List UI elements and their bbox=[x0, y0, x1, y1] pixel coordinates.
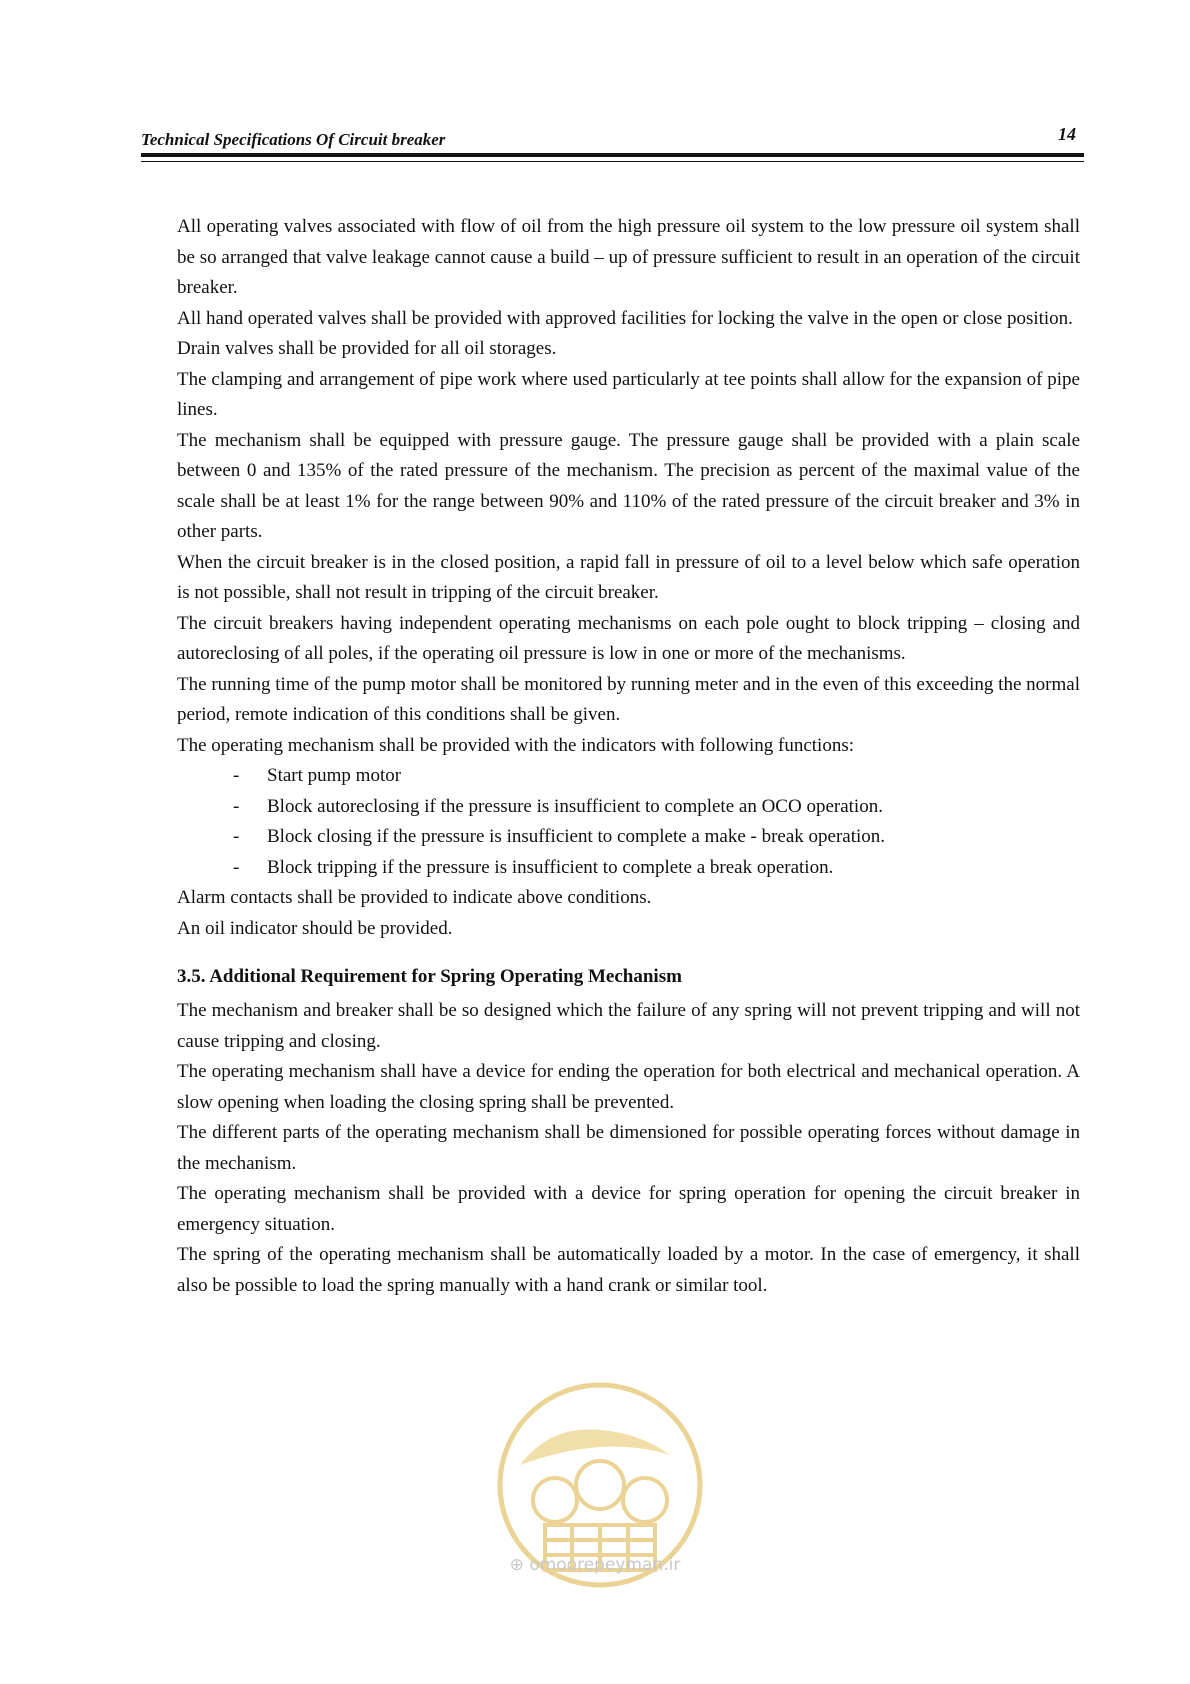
paragraph: An oil indicator should be provided. bbox=[177, 917, 453, 939]
paragraph: The running time of the pump motor shall be monitored by running meter and in the even of this exceeding the normal period, remote indication of this conditions shall be given. bbox=[177, 673, 1080, 725]
paragraph: The operating mechanism shall be provided with a device for spring operation for opening the circuit breaker in emergency situation. bbox=[177, 1183, 1080, 1235]
header-rule-thick bbox=[141, 153, 1084, 157]
watermark-url: omoorepeyman.ir bbox=[529, 1555, 681, 1575]
paragraph: The operating mechanism shall be provided with the indicators with following functions: bbox=[177, 734, 854, 756]
paragraph: When the circuit breaker is in the closed position, a rapid fall in pressure of oil to a level below which safe operation is not possible, shall not result in tripping of the circuit breaker. bbox=[177, 551, 1080, 603]
paragraph: The clamping and arrangement of pipe work where used particularly at tee points shall allow for the expansion of pipe lines. bbox=[177, 368, 1080, 420]
paragraph: The mechanism shall be equipped with pressure gauge. The pressure gauge shall be provided with a plain scale between 0 and 135% of the rated pressure of the mechanism. The precision as percent of the maximal value of the scale shall be at least 1% for the range between 90% and 110% of the rated pressure of the circuit breaker and 3% in other parts. bbox=[177, 429, 1080, 542]
globe-icon: ⊕ bbox=[509, 1555, 524, 1575]
watermark-text bbox=[0, 1555, 1190, 1575]
paragraph: The different parts of the operating mechanism shall be dimensioned for possible operating forces without damage in the mechanism. bbox=[177, 1122, 1080, 1174]
paragraph: The mechanism and breaker shall be so designed which the failure of any spring will not prevent tripping and will not cause tripping and closing. bbox=[177, 1000, 1080, 1052]
page-number: 14 bbox=[1058, 124, 1076, 144]
paragraph: All operating valves associated with flow of oil from the high pressure oil system to the low pressure oil system shall be so arranged that valve leakage cannot cause a build – up of pressure sufficient to result in an operation of the circuit breaker. bbox=[177, 216, 1080, 298]
paragraph: All hand operated valves shall be provided with approved facilities for locking the valve in the open or close position. bbox=[177, 307, 1073, 329]
list-item: - Block tripping if the pressure is insufficient to complete a break operation. bbox=[233, 853, 1080, 884]
header-rule-thin bbox=[141, 161, 1084, 163]
indicator-function-list bbox=[177, 761, 1080, 883]
paragraph: The circuit breakers having independent operating mechanisms on each pole ought to block tripping – closing and autoreclosing of all poles, if the operating oil pressure is low in one or more of the mechanisms. bbox=[177, 612, 1080, 664]
list-item: - Block closing if the pressure is insufficient to complete a make - break operation. bbox=[233, 822, 1080, 853]
paragraph: The spring of the operating mechanism shall be automatically loaded by a motor. In the case of emergency, it shall also be possible to load the spring manually with a hand crank or similar tool. bbox=[177, 1244, 1080, 1296]
page-header bbox=[141, 118, 1084, 164]
section-heading: 3.5. Additional Requirement for Spring Operating Mechanism bbox=[177, 966, 682, 987]
paragraph: Alarm contacts shall be provided to indicate above conditions. bbox=[177, 887, 652, 908]
list-item: - Block autoreclosing if the pressure is insufficient to complete an OCO operation. bbox=[233, 792, 1080, 823]
list-item: - Start pump motor bbox=[233, 761, 1080, 792]
document-title: Technical Specifications Of Circuit breaker bbox=[141, 130, 446, 149]
page-content bbox=[177, 212, 1080, 1301]
paragraph: The operating mechanism shall have a device for ending the operation for both electrical and mechanical operation. A slow opening when loading the closing spring shall be prevented. bbox=[177, 1061, 1080, 1113]
paragraph: Drain valves shall be provided for all oil storages. bbox=[177, 338, 557, 359]
